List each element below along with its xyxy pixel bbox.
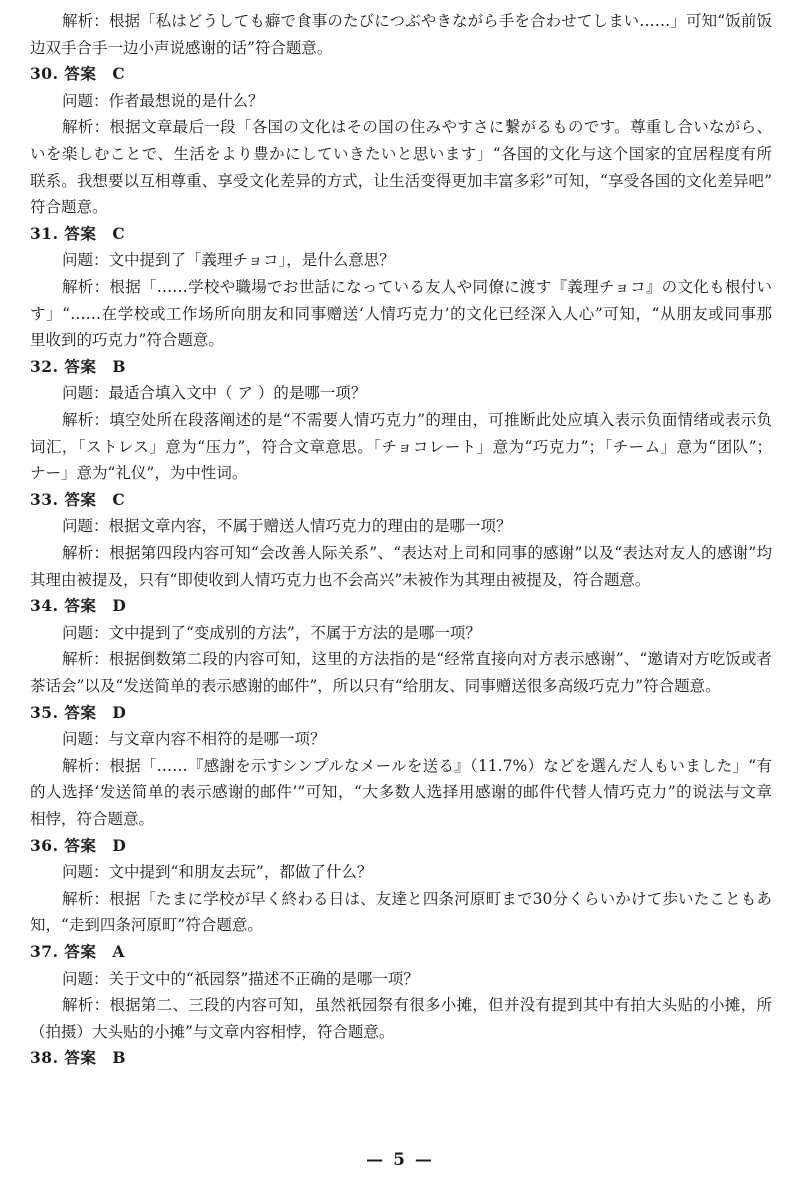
- text-line: 问题：关于文中的“祇园祭”描述不正确的是哪一项？: [62, 969, 419, 988]
- text-line: 问题：文中提到“和朋友去玩”，都做了什么？: [62, 863, 373, 882]
- text-line: 解析：根据「たまに学校が早く終わる日は、友達と四条河原町まで30分くらいかけて歩いたこともあ: [62, 889, 772, 908]
- text-line: 解析：根据第二、三段的内容可知，虽然祇园祭有很多小摊，但并没有提到其中有拍大头贴的小摊，所: [62, 996, 772, 1015]
- answer-heading: 36. 答案 D: [30, 835, 127, 855]
- text-line: 问题：与文章内容不相符的是哪一项？: [62, 730, 326, 749]
- text-line: 问题：最适合填入文中（ ア ）的是哪一项？: [62, 384, 367, 403]
- text-line: 解析：根据「……『感謝を示すシンプルなメールを送る』（11.7%）などを選んだ人もいました」“有: [62, 756, 772, 775]
- text-line: 联系。我想要以互相尊重、享受文化差异的方式，让生活变得更加丰富多彩”可知，“享受各国的文化差异吧”: [30, 171, 772, 190]
- answer-heading: 30. 答案 C: [30, 64, 126, 84]
- answer-heading: 34. 答案 D: [30, 596, 127, 616]
- text-line: 知，“走到四条河原町”符合题意。: [30, 916, 263, 935]
- text-line: 问题：作者最想说的是什么？: [62, 91, 264, 110]
- text-line: 问题：文中提到了「義理チョコ」，是什么意思？: [62, 251, 395, 270]
- answer-heading: 31. 答案 C: [30, 223, 126, 243]
- text-line: 解析：根据倒数第二段的内容可知，这里的方法指的是“经常直接向对方表示感谢”、“邀请对方吃饭或者: [62, 650, 772, 669]
- text-line: 其理由被提及，只有“即使收到人情巧克力也不会高兴”未被作为其理由被提及，符合题意。: [30, 570, 651, 589]
- answer-heading: 35. 答案 D: [30, 702, 127, 722]
- text-line: 茶话会”以及“发送简单的表示感谢的邮件”，所以只有“给朋友、同事赠送很多高级巧克力”符合题意。: [30, 677, 721, 695]
- text-line: 问题：文中提到了“变成别的方法”，不属于方法的是哪一项？: [62, 623, 481, 642]
- answer-heading: 33. 答案 C: [30, 489, 126, 509]
- text-line: ナー」意为“礼仪”，为中性词。: [30, 464, 248, 483]
- text-line: 解析：根据文章最后一段「各国の文化はその国の住みやすさに繋がるものです。尊重し合いながら、: [62, 118, 772, 137]
- text-line: 里收到的巧克力”符合题意。: [30, 331, 224, 350]
- text-line: 解析：根据第四段内容可知“会改善人际关系”、“表达对上司和同事的感谢”以及“表达对友人的感谢”均: [62, 544, 772, 562]
- text-line: 解析：根据「私はどうしても癖で食事のたびにつぶやきながら手を合わせてしまい……」可知“饭前饭: [62, 12, 772, 30]
- answer-heading: 38. 答案 B: [30, 1048, 126, 1068]
- text-line: す」“……在学校或工作场所向朋友和同事赠送‘人情巧克力’的文化已经深入人心”可知，“从朋友或同事那: [30, 304, 772, 323]
- text-line: いを楽しむことで、生活をより豊かにしていきたいと思います」“各国的文化与这个国家的宜居程度有所: [30, 145, 772, 163]
- text-line: 问题：根据文章内容，不属于赠送人情巧克力的理由的是哪一项？: [62, 517, 512, 536]
- text-line: 解析：填空处所在段落阐述的是“不需要人情巧克力”的理由，可推断此处应填入表示负面情绪或表示负: [62, 411, 772, 429]
- text-line: 解析：根据「……学校や職場でお世話になっている友人や同僚に渡す『義理チョコ』の文化も根付い: [62, 278, 772, 296]
- text-line: 相悖，符合题意。: [30, 810, 155, 828]
- answer-heading: 32. 答案 B: [30, 356, 126, 376]
- page-number: — 5 —: [366, 1150, 434, 1170]
- text-line: （拍摄）大头贴的小摊”与文章内容相悖，符合题意。: [30, 1022, 395, 1041]
- text-line: 的人选择‘发送简单的表示感谢的邮件’”可知，“大多数人选择用感谢的邮件代替人情巧克力”的说法与文章: [30, 783, 772, 802]
- text-line: 词汇，「ストレス」意为“压力”，符合文章意思。「チョコレート」意为“巧克力”；「チーム」意为“团队”；: [30, 437, 772, 456]
- text-line: 符合题意。: [30, 198, 108, 217]
- text-line: 边双手合手一边小声说感谢的话”符合题意。: [30, 38, 333, 57]
- answer-heading: 37. 答案 A: [30, 942, 125, 961]
